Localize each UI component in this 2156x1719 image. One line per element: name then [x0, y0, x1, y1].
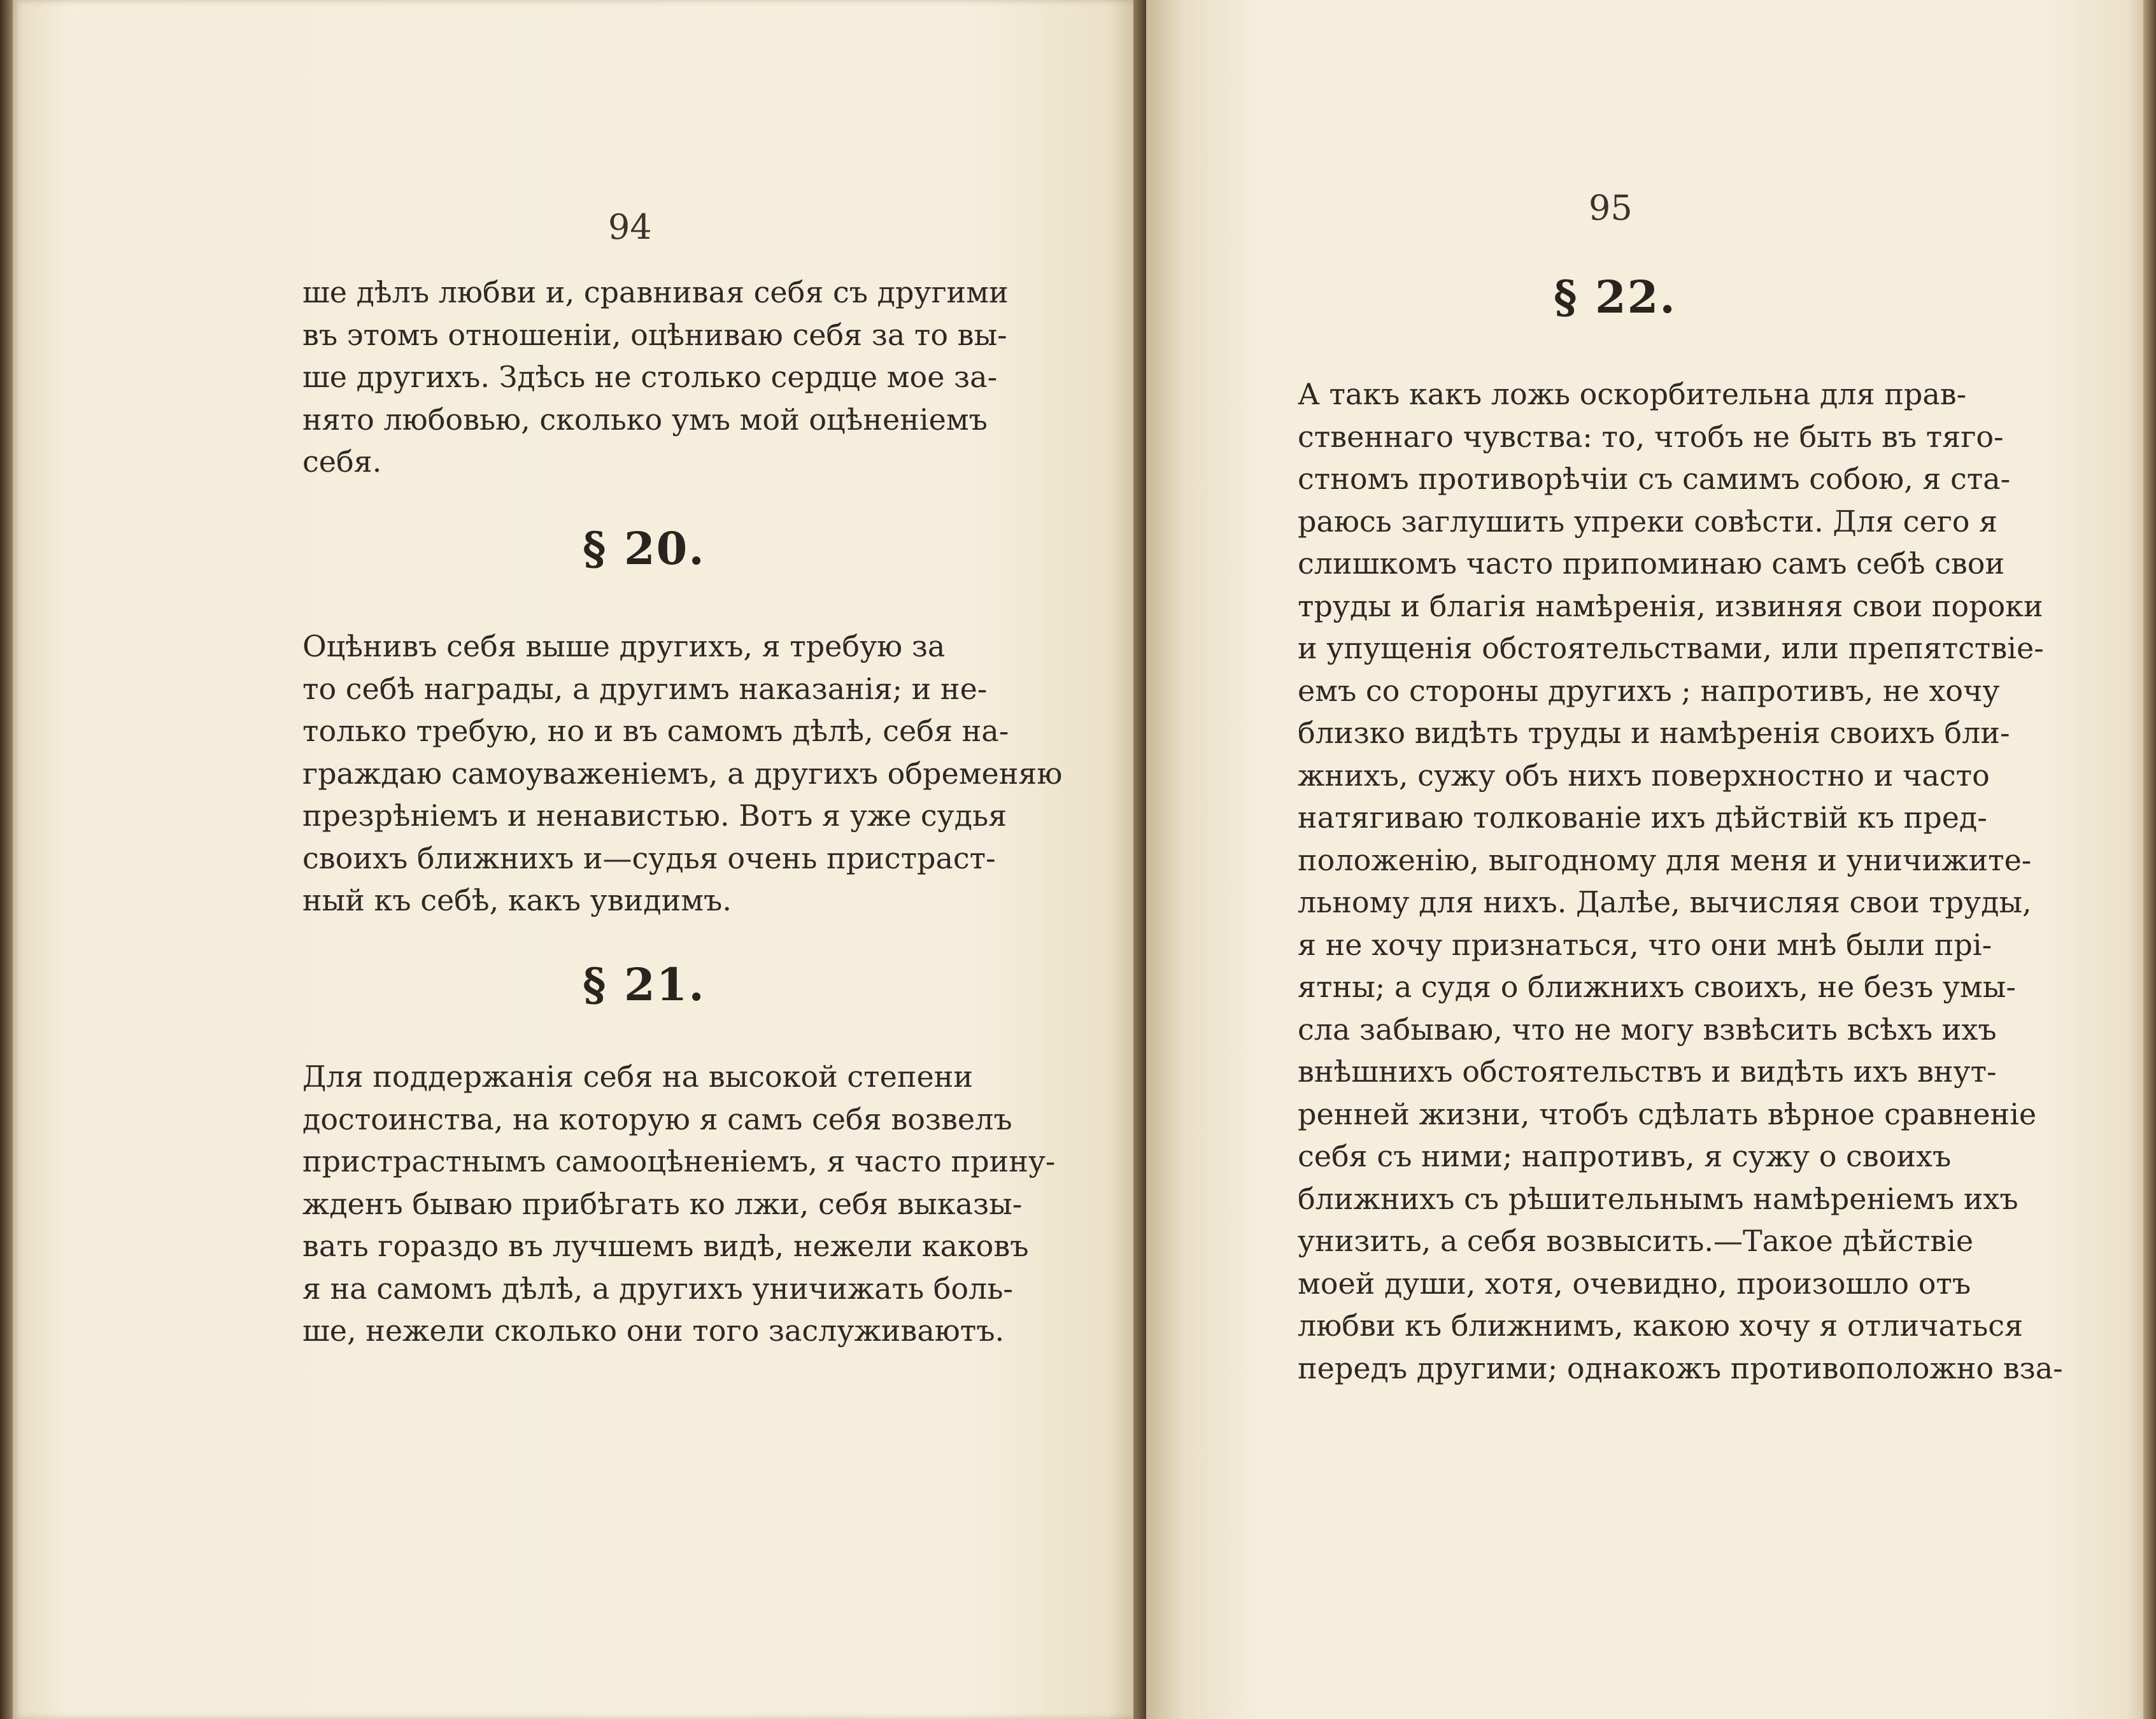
text-line: вать гораздо въ лучшемъ видѣ, нежели каковъ [302, 1229, 1029, 1263]
text-line: положенію, выгодному для меня и уничижите- [1298, 842, 2032, 877]
right-book-edge [2143, 0, 2156, 1719]
section-22-heading: § 22. [1554, 271, 1677, 323]
text-line: моей души, хотя, очевидно, произошло отъ [1298, 1266, 1971, 1301]
left-book-edge [0, 0, 14, 1719]
text-line: я не хочу признаться, что они мнѣ были прі- [1298, 927, 1992, 962]
text-line: льному для нихъ. Далѣе, вычисляя свои труды, [1298, 885, 2032, 919]
text-line: я на самомъ дѣлѣ, а другихъ уничижать боль- [302, 1271, 1013, 1306]
left-page-number: 94 [608, 207, 652, 247]
right-page-number: 95 [1589, 188, 1633, 228]
text-line: граждаю самоуваженіемъ, а другихъ обременяю [302, 756, 1063, 791]
text-line: ятны; а судя о ближнихъ своихъ, не безъ умы- [1298, 970, 2016, 1004]
text-line: сла забываю, что не могу взвѣсить всѣхъ ихъ [1298, 1012, 1997, 1047]
section-20-paragraph [302, 625, 1063, 922]
text-line: труды и благія намѣренія, извиняя свои пороки [1298, 588, 2043, 623]
text-line: достоинства, на которую я самъ себя возвелъ [302, 1101, 1012, 1136]
text-line: Для поддержанія себя на высокой степени [302, 1059, 974, 1094]
text-line: ближнихъ съ рѣшительнымъ намѣреніемъ ихъ [1298, 1181, 2018, 1216]
text-line: слишкомъ часто припоминаю самъ себѣ свои [1298, 546, 2005, 581]
text-line: стномъ противорѣчіи съ самимъ собою, я ста- [1298, 462, 2011, 496]
text-line: себя съ ними; напротивъ, я сужу о своихъ [1298, 1139, 1952, 1173]
text-line: близко видѣть труды и намѣренія своихъ бли- [1298, 716, 2010, 750]
text-line: пристрастнымъ самооцѣненіемъ, я часто прину- [302, 1144, 1056, 1178]
text-line: емъ со стороны другихъ ; напротивъ, не хочу [1298, 673, 2000, 708]
text-line: передъ другими; однакожъ противоположно вза- [1298, 1350, 2063, 1385]
text-line: и упущенія обстоятельствами, или препятствіе- [1298, 631, 2044, 665]
text-line: А такъ какъ ложь оскорбительна для прав- [1298, 377, 1967, 411]
text-line: жденъ бываю прибѣгать ко лжи, себя выказы- [302, 1186, 1023, 1221]
text-line: раюсь заглушить упреки совѣсти. Для сего я [1298, 504, 1998, 539]
section-22-paragraph [1298, 373, 2063, 1389]
text-line: только требую, но и въ самомъ дѣлѣ, себя на- [302, 714, 1009, 748]
text-line: презрѣніемъ и ненавистью. Вотъ я уже судья [302, 798, 1007, 833]
text-line: ный къ себѣ, какъ увидимъ. [302, 883, 732, 917]
text-line: своихъ ближнихъ и—судья очень пристраст- [302, 840, 996, 875]
right-page [1146, 0, 2146, 1719]
text-line: унизить, а себя возвысить.—Такое дѣйствіе [1298, 1224, 1974, 1258]
text-line: внѣшнихъ обстоятельствъ и видѣть ихъ внут- [1298, 1054, 1997, 1089]
text-line: ственнаго чувства: то, чтобъ не быть въ тяго- [1298, 419, 2004, 454]
text-line: натягиваю толкованіе ихъ дѣйствій къ пред- [1298, 800, 1987, 835]
section-21-paragraph [302, 1056, 1056, 1352]
section-21-heading: § 21. [583, 958, 706, 1011]
text-line: себя. [302, 444, 382, 479]
text-line: любви къ ближнимъ, какою хочу я отличаться [1298, 1308, 2024, 1343]
text-line: нято любовью, сколько умъ мой оцѣненіемъ [302, 402, 988, 437]
text-line: въ этомъ отношеніи, оцѣниваю себя за то вы- [302, 317, 1007, 352]
text-line: ше, нежели сколько они того заслуживаютъ. [302, 1313, 1005, 1348]
text-line: ше дѣлъ любви и, сравнивая себя съ другими [302, 275, 1009, 309]
text-line: то себѣ награды, а другимъ наказанія; и не- [302, 671, 988, 706]
section-20-heading: § 20. [583, 522, 706, 575]
text-line: ше другихъ. Здѣсь не столько сердце мое за- [302, 360, 998, 394]
text-line: Оцѣнивъ себя выше другихъ, я требую за [302, 629, 946, 663]
text-line: жнихъ, сужу объ нихъ поверхностно и часто [1298, 758, 1990, 793]
left-continuation-paragraph [302, 271, 1009, 483]
left-page [13, 0, 1140, 1719]
text-line: ренней жизни, чтобъ сдѣлать вѣрное сравненіе [1298, 1096, 2037, 1131]
